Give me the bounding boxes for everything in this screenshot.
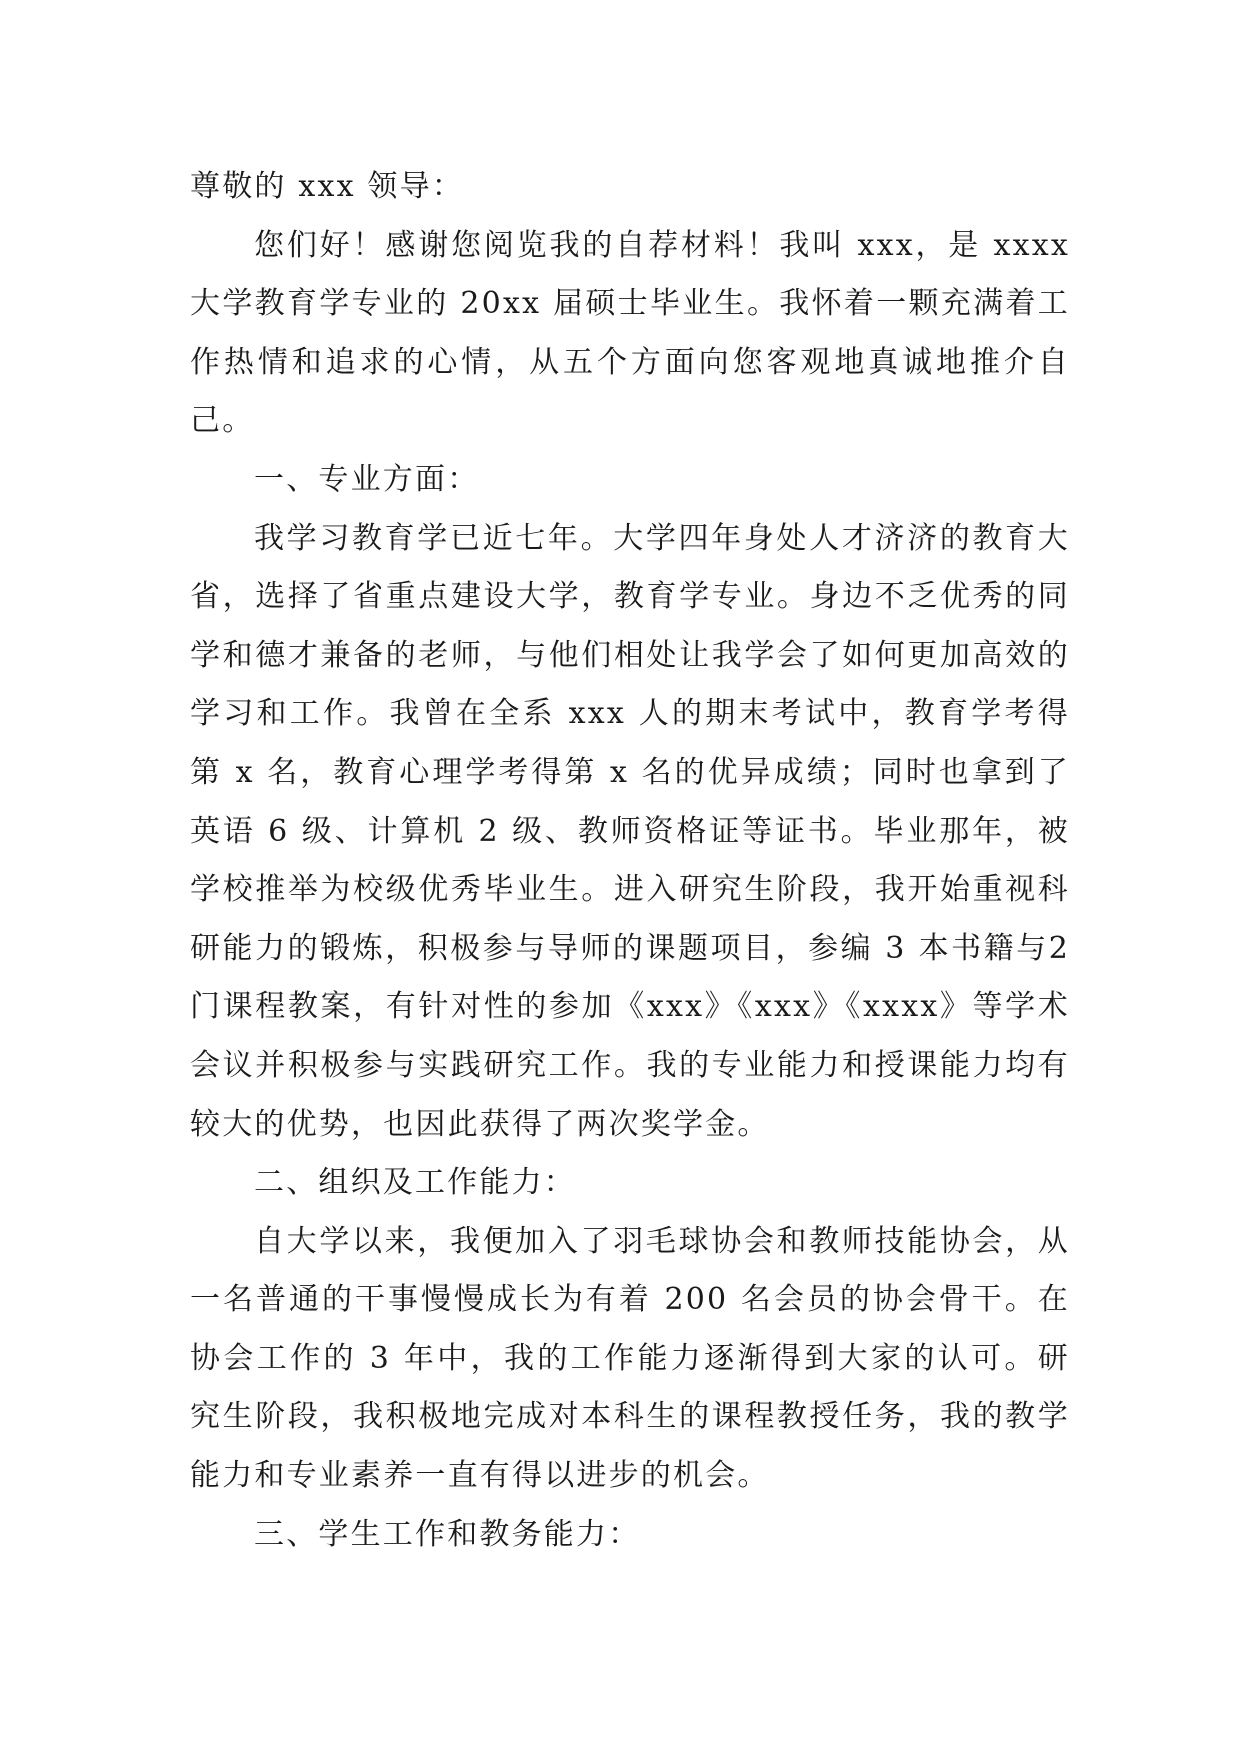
section-heading-organization: 二、组织及工作能力：	[254, 1165, 576, 1201]
intro-paragraph: 您们好！感谢您阅览我的自荐材料！我叫 xxx，是 xxxx 大学教育学专业的 20xx 届硕士毕业生。我怀着一颗充满着工作热情和追求的心情，从五个方面向您客观地真诚地推介自己。	[190, 227, 1070, 439]
section-heading-student-work: 三、学生工作和教务能力：	[254, 1516, 641, 1552]
salutation: 尊敬的 xxx 领导：	[190, 169, 465, 204]
section-heading-professional: 一、专业方面：	[254, 461, 480, 497]
section-body-organization: 自大学以来，我便加入了羽毛球协会和教师技能协会，从一名普通的干事慢慢成长为有着 200 名会员的协会骨干。在协会工作的 3 年中，我的工作能力逐渐得到大家的认可。研究生阶段，我积极地完成对本科生的课程教授任务，我的教学能力和专业素养一直有得以进步的机会。	[190, 1223, 1070, 1494]
letter-body	[190, 158, 1070, 1564]
section-body-professional: 我学习教育学已近七年。大学四年身处人才济济的教育大省，选择了省重点建设大学，教育学专业。身边不乏优秀的同学和德才兼备的老师，与他们相处让我学会了如何更加高效的学习和工作。我曾在全系 xxx 人的期末考试中，教育学考得第 x 名，教育心理学考得第 x 名的优异成绩；同时也拿到了英语 6 级、计算机 2 级、教师资格证等证书。毕业那年，被学校推举为校级优秀毕业生。进入研究生阶段，我开始重视科研能力的锻炼，积极参与导师的课题项目，参编 3 本书籍与2门课程教案，有针对性的参加《xxx》《xxx》《xxxx》等学术会议并积极参与实践研究工作。我的专业能力和授课能力均有较大的优势，也因此获得了两次奖学金。	[190, 520, 1070, 1142]
